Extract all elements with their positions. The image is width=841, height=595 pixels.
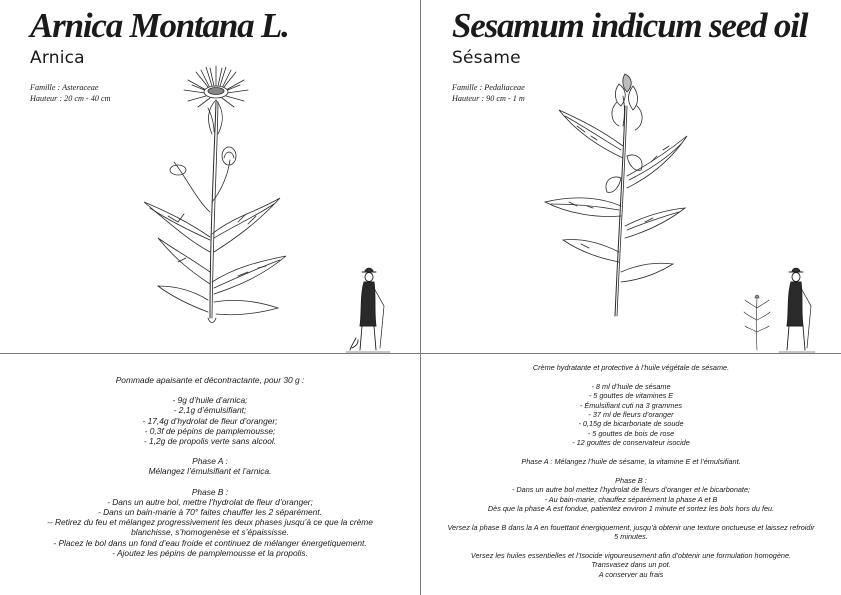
recipe-line: - 1,2g de propolis verte sans alcool. <box>143 436 277 447</box>
recipe-spacer <box>421 448 841 457</box>
plant-meta <box>452 82 525 104</box>
arnica-flower-sketch-icon <box>138 62 288 326</box>
recipe-line: - Au bain-marie, chauffez séparément la phase A et B <box>544 494 718 504</box>
recipe-line: - 9g d’huile d’arnica; <box>172 395 248 406</box>
left-page <box>0 0 420 595</box>
plant-family: Famille : Asteraceae <box>30 83 99 92</box>
recipe-line: - 37 ml de fleurs d’oranger <box>588 410 674 420</box>
recipe-line: Transvasez dans un pot. <box>591 560 671 570</box>
recipe-line: Phase A : <box>192 456 228 467</box>
recipe-line: blanchisse, s’homogenèse et s’épaississe. <box>131 527 289 538</box>
recipe-spacer <box>421 466 841 475</box>
recipe-spacer <box>0 446 420 456</box>
recipe-text <box>421 363 841 579</box>
recipe-line: - Placez le bol dans un fond d’eau froide et continuez de mélanger énergetiquement. <box>53 537 367 548</box>
standing-figure-sketch-icon <box>340 266 396 354</box>
recipe-line: - 2,1g d’émulsifiant; <box>173 405 247 416</box>
recipe-line: - 12 gouttes de conservateur isocide <box>572 438 690 448</box>
recipe-line: Versez la phase B dans la A en fouettant énergiquement, jusqu’à obtenir une texture onctueuse et laissez refroidir <box>447 522 815 532</box>
recipe-line: 5 minutes. <box>614 532 648 542</box>
recipe-spacer <box>421 372 841 381</box>
recipe-line: Phase A : Mélangez l’huile de sésame, la vitamine E et l’émulsifiant. <box>521 457 741 467</box>
recipe-line: - 0,3f de pépins de pamplemousse; <box>144 425 276 436</box>
recipe-line: A conserver au frais <box>598 569 664 579</box>
plant-meta <box>30 82 111 104</box>
recipe-text <box>0 375 420 558</box>
recipe-line: Mélangez l’émulsifiant et l’arnica. <box>148 466 272 477</box>
common-name: Sésame <box>452 48 521 68</box>
recipe-line: - 8 ml d’huile de sésame <box>591 381 671 391</box>
recipe-line: - Ajoutez les pépins de pamplemousse et la propolis. <box>112 547 308 558</box>
plant-height: Hauteur : 90 cm - 1 m <box>452 94 525 103</box>
recipe-line: - Émulsifiant cuti na 3 grammes <box>579 400 683 410</box>
common-name: Arnica <box>30 48 85 68</box>
recipe-line: Versez les huiles essentielles et l’Isocide vigoureusement afin d’obtenir une formulation homogène. <box>470 551 792 561</box>
recipe-line: - 5 gouttes de vitamines E <box>588 391 674 401</box>
recipe-line: - 5 gouttes de bois de rose <box>587 428 675 438</box>
sesame-plant-sketch-icon <box>541 66 691 324</box>
sesame-sprig-sketch-icon <box>743 294 771 352</box>
right-page <box>421 0 841 595</box>
recipe-spacer <box>0 385 420 395</box>
plant-family: Famille : Pedaliaceae <box>452 83 525 92</box>
recipe-line: Phase B : <box>191 486 229 497</box>
recipe-line: Dès que la phase A est fondue, patientez environ 1 minute et sortez les bols hors du feu. <box>487 504 775 514</box>
recipe-spacer <box>0 477 420 487</box>
recipe-spacer <box>421 542 841 551</box>
recipe-line: Pommade apaisante et décontractante, pour 30 g : <box>115 375 305 385</box>
recipe-line: - Dans un autre bol, mettre l’hydrolat de fleur d’oranger; <box>107 496 313 507</box>
recipe-line: - Dans un bain-marie à 70° faites chauffer les 2 séparément. <box>97 507 322 518</box>
plant-title: Sesamum indicum seed oil <box>452 6 808 45</box>
recipe-line: -- Retirez du feu et mélangez progressivement les deux phases jusqu’à ce que la crème <box>47 517 373 528</box>
recipe-spacer <box>421 513 841 522</box>
recipe-line: Crème hydratante et protective à l’huile végétale de sésame. <box>532 363 730 372</box>
recipe-line: - 0,15g de bicarbonate de soude <box>578 419 684 429</box>
recipe-line: - 17,4g d’hydrolat de fleur d’oranger; <box>142 415 278 426</box>
recipe-line: - Dans un autre bol mettez l’hydrolat de fleurs d’oranger et le bicarbonate; <box>511 485 751 495</box>
recipe-line: Phase B : <box>615 475 647 485</box>
standing-figure-sketch-icon <box>777 266 817 354</box>
plant-height: Hauteur : 20 cm - 40 cm <box>30 94 111 103</box>
plant-title: Arnica Montana L. <box>30 6 289 45</box>
